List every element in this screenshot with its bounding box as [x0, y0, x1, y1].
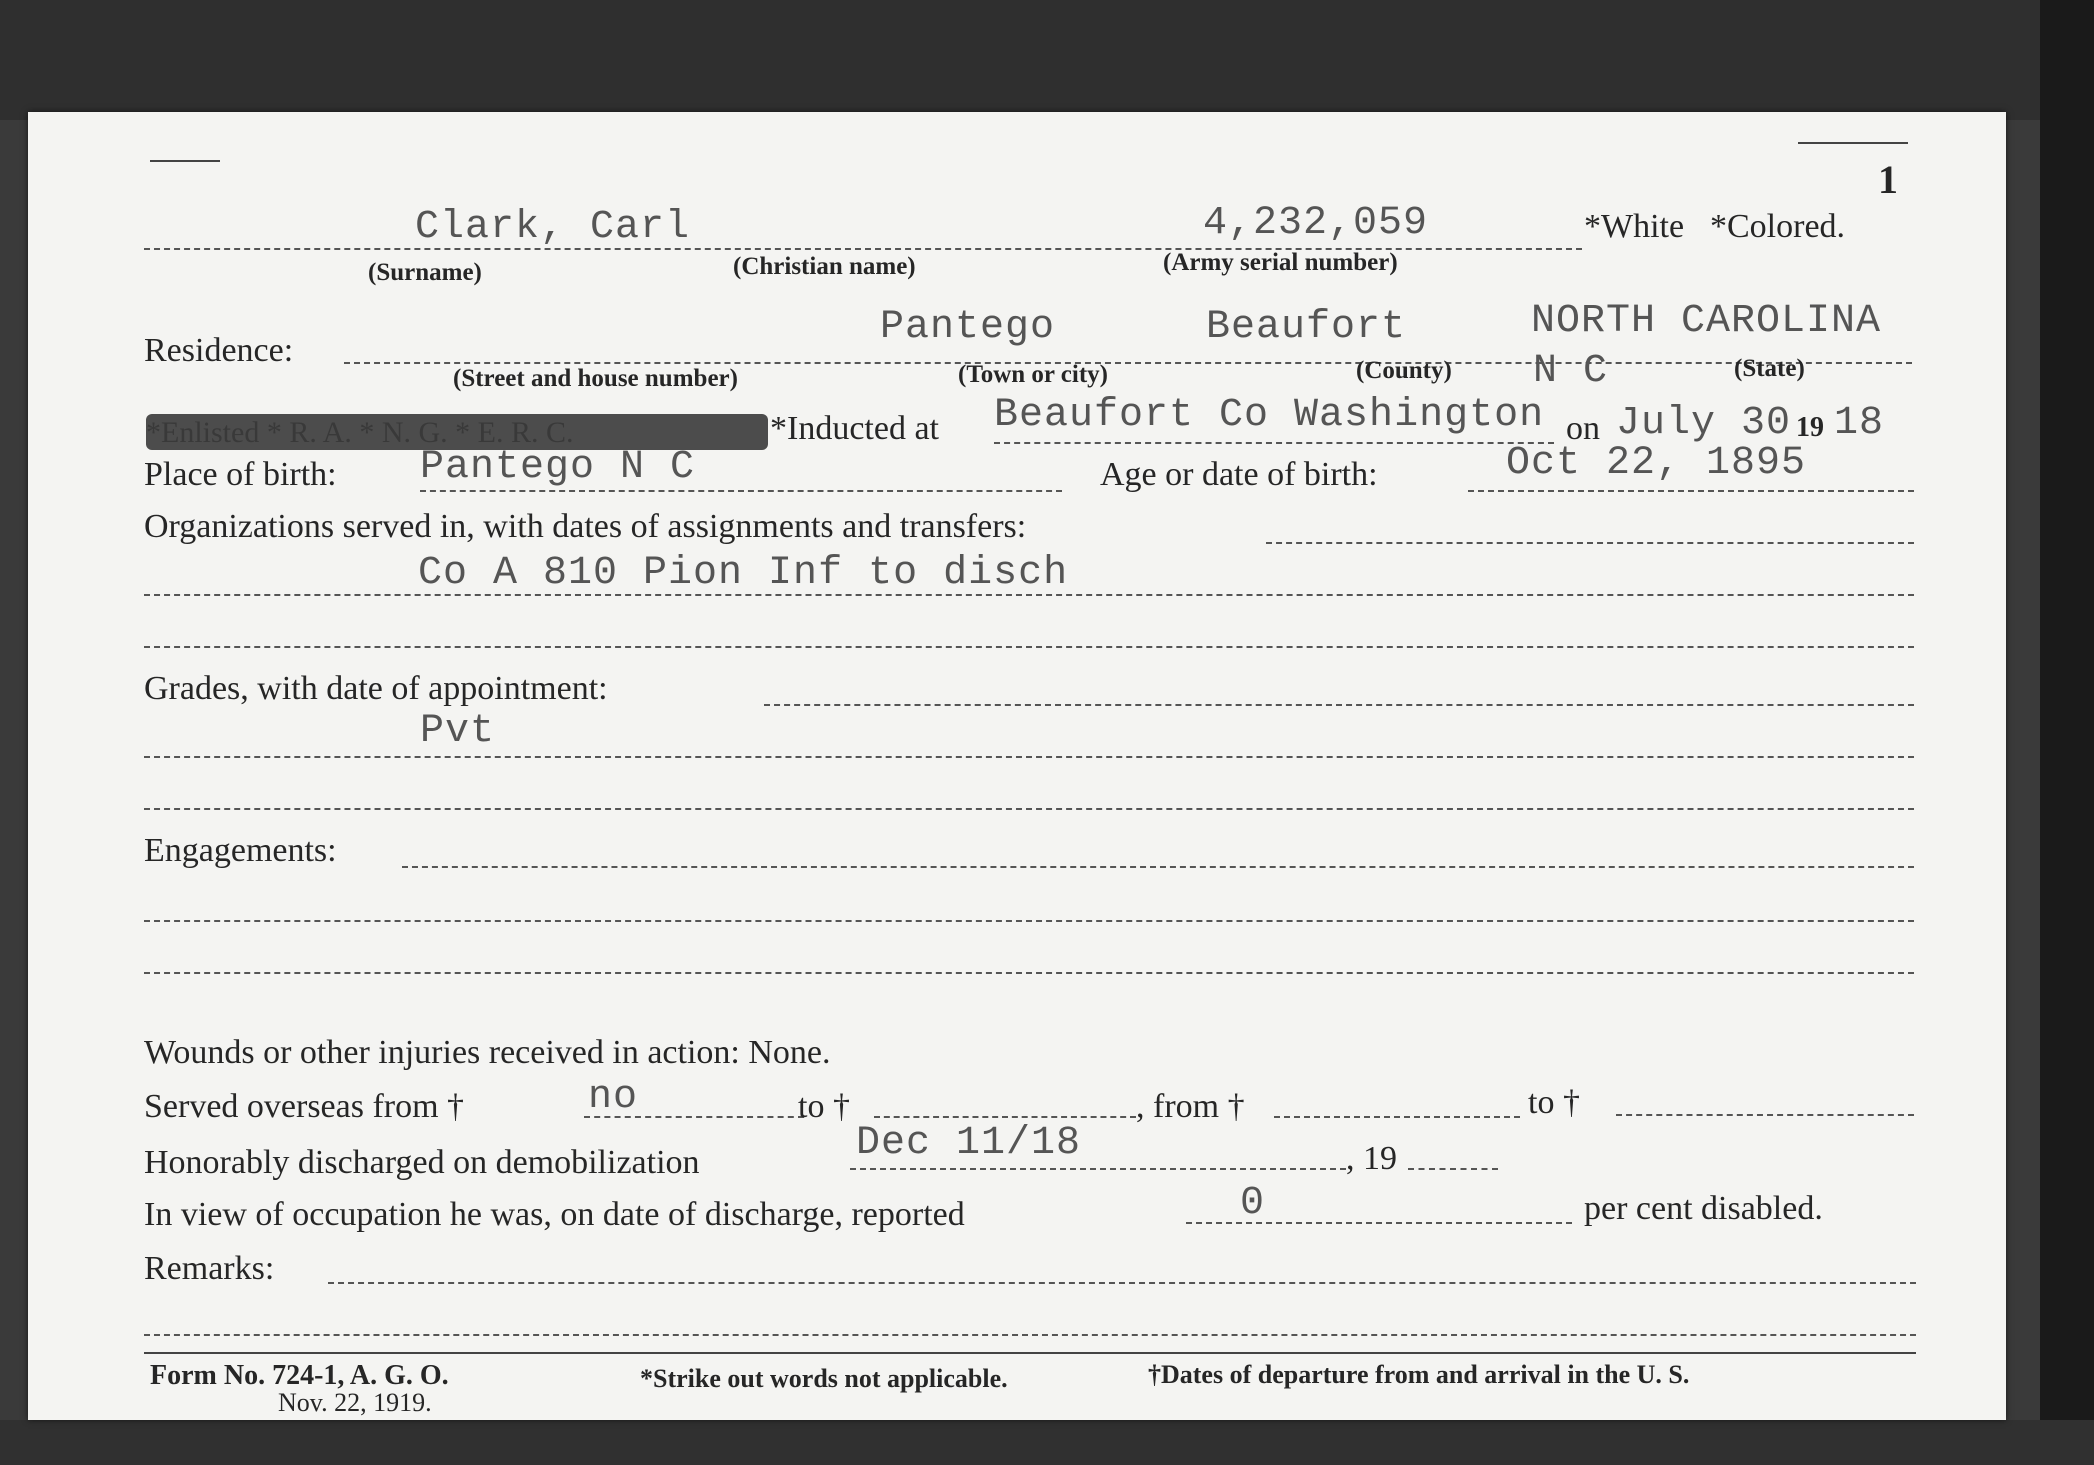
discharge-date-value: Dec 11/18 — [856, 1121, 1082, 1166]
street-label: (Street and house number) — [453, 365, 738, 392]
induction-year-value: 18 — [1834, 401, 1885, 446]
service-record-card — [28, 112, 2006, 1420]
organizations-line-2 — [144, 594, 1914, 596]
serial-value: 4,232,059 — [1203, 201, 1429, 246]
residence-label: Residence: — [144, 332, 294, 369]
scanner-edge — [2040, 0, 2094, 1465]
organizations-label: Organizations served in, with dates of assignments and transfers: — [144, 508, 1027, 545]
organizations-line-3 — [144, 646, 1914, 648]
residence-line — [344, 362, 1912, 364]
surname-label: (Surname) — [368, 259, 482, 286]
footer-rule — [144, 1352, 1916, 1354]
enlisted-label: *Enlisted * R. A. * N. G. * E. R. C. — [146, 416, 574, 449]
overseas-from-line — [584, 1116, 804, 1118]
colored-label: *Colored. — [1710, 208, 1846, 245]
grades-label: Grades, with date of appointment: — [144, 670, 608, 707]
overseas-to2-label: to † — [1528, 1084, 1580, 1121]
engagements-line — [402, 866, 1914, 868]
top-right-rule — [1798, 142, 1908, 144]
inducted-place-value: Beaufort Co Washington — [994, 393, 1545, 438]
year-prefix: 19 — [1796, 412, 1824, 443]
overseas-to-label: to † — [798, 1088, 850, 1125]
wounds-label: Wounds or other injuries received in action: None. — [144, 1034, 831, 1071]
strike-note: *Strike out words not applicable. — [640, 1364, 1008, 1393]
inducted-label: *Inducted at — [770, 410, 939, 447]
state-value: NORTH CAROLINA — [1531, 299, 1882, 344]
overseas-from2-label: , from † — [1136, 1088, 1245, 1125]
overseas-to-line — [874, 1116, 1136, 1118]
overseas-from2-line — [1274, 1116, 1520, 1118]
organizations-line — [1266, 542, 1914, 544]
county-value: Beaufort — [1206, 305, 1407, 350]
grades-line — [764, 704, 1914, 706]
disability-value: 0 — [1240, 1181, 1266, 1226]
form-number: Form No. 724-1, A. G. O. — [150, 1360, 449, 1391]
on-label: on — [1566, 410, 1600, 447]
engagements-line-3 — [144, 972, 1914, 974]
overseas-label: Served overseas from † — [144, 1088, 465, 1125]
birthplace-line — [420, 490, 1062, 492]
induction-date-value: July 30 — [1616, 401, 1792, 446]
remarks-line — [328, 1282, 1916, 1284]
birth-date-value: Oct 22, 1895 — [1506, 441, 1807, 486]
disability-line — [1186, 1222, 1572, 1224]
disability-label: In view of occupation he was, on date of discharge, reported — [144, 1196, 965, 1233]
card-number: 1 — [1878, 157, 1898, 202]
overseas-to2-line — [1616, 1114, 1914, 1116]
surname-value: Clark, Carl — [415, 205, 691, 250]
scanner-bottom — [0, 1420, 2094, 1465]
state-label: (State) — [1734, 355, 1805, 382]
remarks-line-2 — [144, 1334, 1916, 1336]
engagements-line-2 — [144, 920, 1914, 922]
engagements-label: Engagements: — [144, 832, 337, 869]
grades-line-2 — [144, 756, 1914, 758]
top-left-rule — [150, 160, 220, 162]
grades-value: Pvt — [420, 709, 496, 754]
town-value: Pantego — [880, 305, 1056, 350]
white-label: *White — [1584, 208, 1685, 245]
serial-label: (Army serial number) — [1163, 249, 1398, 276]
birth-date-label: Age or date of birth: — [1100, 456, 1378, 493]
county-label: (County) — [1356, 357, 1452, 384]
organizations-value: Co A 810 Pion Inf to disch — [418, 551, 1069, 596]
discharge-year-label: , 19 — [1346, 1140, 1397, 1177]
grades-line-3 — [144, 808, 1914, 810]
form-date: Nov. 22, 1919. — [278, 1388, 432, 1417]
discharge-year-line — [1408, 1168, 1498, 1170]
discharge-line — [850, 1168, 1346, 1170]
state-abbr-value: N C — [1533, 349, 1609, 394]
disability-suffix: per cent disabled. — [1584, 1190, 1823, 1227]
discharge-label: Honorably discharged on demobilization — [144, 1144, 700, 1181]
birthplace-label: Place of birth: — [144, 456, 337, 493]
birth-date-line — [1468, 490, 1914, 492]
dark-backdrop — [0, 0, 2094, 120]
christian-name-label: (Christian name) — [733, 253, 916, 280]
inducted-line — [994, 442, 1554, 444]
town-label: (Town or city) — [958, 361, 1108, 388]
birthplace-value: Pantego N C — [420, 445, 696, 490]
dates-note: †Dates of departure from and arrival in the U. S. — [1148, 1360, 1690, 1389]
remarks-label: Remarks: — [144, 1250, 275, 1287]
overseas-from-value: no — [588, 1075, 639, 1120]
